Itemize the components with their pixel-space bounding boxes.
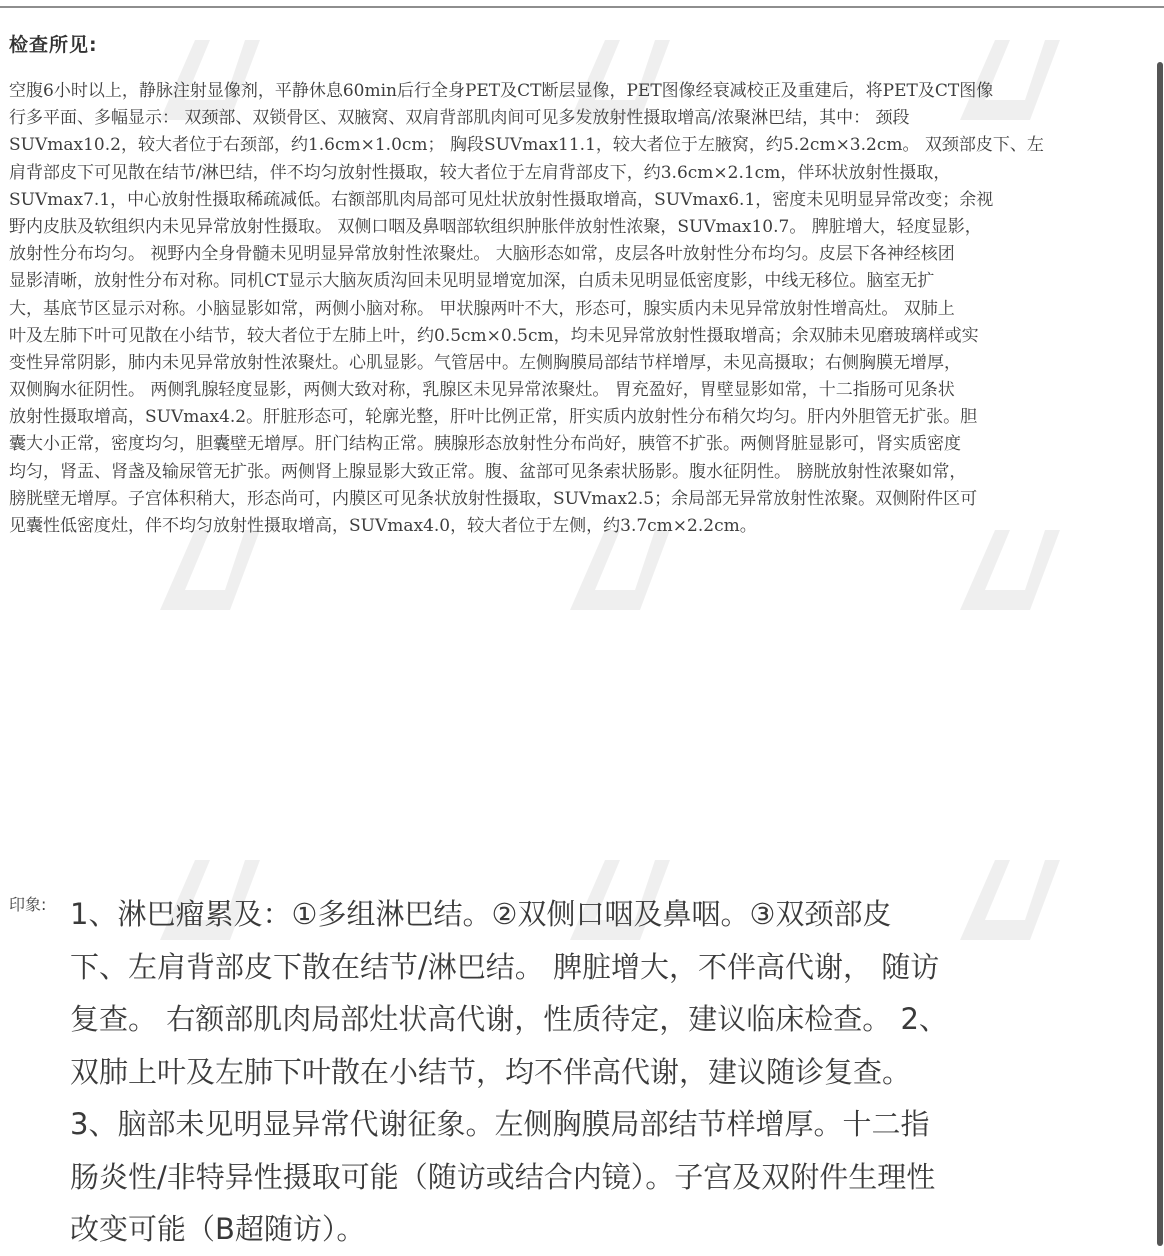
findings-line: 双侧胸水征阴性。 两侧乳腺轻度显影，两侧大致对称，乳腺区未见异常浓聚灶。 胃充盈好，胃壁显影如常，十二指肠可见条状 <box>9 380 955 401</box>
findings-line: 行多平面、多幅显示： 双颈部、双锁骨区、双腋窝、双肩背部肌肉间可见多发放射性摄取增高/浓聚淋巴结，其中： 颈段 <box>9 108 910 129</box>
findings-heading: 检查所见: <box>9 34 98 56</box>
findings-line: 空腹6小时以上，静脉注射显像剂，平静休息60min后行全身PET及CT断层显像，PET图像经衰减校正及重建后，将PET及CT图像 <box>9 81 994 101</box>
top-divider <box>0 6 1164 8</box>
findings-line: 大，基底节区显示对称。小脑显影如常，两侧小脑对称。 甲状腺两叶不大，形态可，腺实质内未见异常放射性增高灶。 双肺上 <box>9 298 955 319</box>
findings-line: 显影清晰，放射性分布对称。同机CT显示大脑灰质沟回未见明显增宽加深，白质未见明显低密度影，中线无移位。脑室无扩 <box>9 271 935 292</box>
findings-line: 变性异常阴影，肺内未见异常放射性浓聚灶。心肌显影。气管居中。左侧胸膜局部结节样增厚，未见高摄取；右侧胸膜无增厚， <box>9 352 961 373</box>
impression-text <box>70 888 1130 1256</box>
impression-line: 下、左肩背部皮下散在结节/淋巴结。 脾脏增大，不伴高代谢， 随访 <box>70 949 940 984</box>
findings-line: 均匀，肾盂、肾盏及输尿管无扩张。两侧肾上腺显影大致正常。腹、盆部可见条索状肠影。腹水征阴性。 膀胱放射性浓聚如常， <box>9 461 967 482</box>
findings-text <box>9 78 1164 540</box>
impression-line: 3、脑部未见明显异常代谢征象。左侧胸膜局部结节样增厚。十二指 <box>70 1107 930 1141</box>
findings-line: 见囊性低密度灶，伴不均匀放射性摄取增高，SUVmax4.0，较大者位于左侧，约3.7cm×2.2cm。 <box>9 516 757 536</box>
findings-line: 放射性分布均匀。 视野内全身骨髓未见明显异常放射性浓聚灶。 大脑形态如常，皮层各叶放射性分布均匀。皮层下各神经核团 <box>9 244 955 265</box>
findings-line: SUVmax10.2，较大者位于右颈部，约1.6cm×1.0cm； 胸段SUVmax11.1，较大者位于左腋窝，约5.2cm×3.2cm。 双颈部皮下、左 <box>9 135 1044 156</box>
findings-line: 膀胱壁无增厚。子宫体积稍大，形态尚可，内膜区可见条状放射性摄取，SUVmax2.5；余局部无异常放射性浓聚。双侧附件区可 <box>9 488 978 509</box>
impression-line: 双肺上叶及左肺下叶散在小结节，均不伴高代谢，建议随诊复查。 <box>70 1054 912 1089</box>
impression-line: 改变可能（B超随访）。 <box>70 1212 366 1246</box>
findings-line: 囊大小正常，密度均匀，胆囊壁无增厚。肝门结构正常。胰腺形态放射性分布尚好，胰管不扩张。两侧肾脏显影可，肾实质密度 <box>9 434 961 455</box>
findings-line: 放射性摄取增高，SUVmax4.2。肝脏形态可，轮廓光整，肝叶比例正常，肝实质内放射性分布稍欠均匀。肝内外胆管无扩张。胆 <box>9 407 978 428</box>
findings-line: 肩背部皮下可见散在结节/淋巴结，伴不均匀放射性摄取，较大者位于左肩背部皮下，约3.6cm×2.1cm，伴环状放射性摄取， <box>9 162 951 183</box>
impression-line: 1、淋巴瘤累及：①多组淋巴结。②双侧口咽及鼻咽。③双颈部皮 <box>70 897 892 931</box>
impression-label: 印象: <box>9 895 47 914</box>
findings-line: 野内皮肤及软组织内未见异常放射性摄取。 双侧口咽及鼻咽部软组织肿胀伴放射性浓聚，SUVmax10.7。 脾脏增大，轻度显影， <box>9 216 982 237</box>
impression-line: 肠炎性/非特异性摄取可能（随访或结合内镜）。子宫及双附件生理性 <box>70 1159 936 1194</box>
findings-line: 叶及左肺下叶可见散在小结节，较大者位于左肺上叶，约0.5cm×0.5cm，均未见异常放射性摄取增高；余双肺未见磨玻璃样或实 <box>9 325 979 346</box>
impression-line: 复查。 右额部肌肉局部灶状高代谢，性质待定，建议临床检查。 2、 <box>70 1002 948 1036</box>
findings-line: SUVmax7.1，中心放射性摄取稀疏减低。右额部肌肉局部可见灶状放射性摄取增高，SUVmax6.1，密度未见明显异常改变；余视 <box>9 189 994 210</box>
vertical-scrollbar[interactable] <box>1157 62 1163 1246</box>
